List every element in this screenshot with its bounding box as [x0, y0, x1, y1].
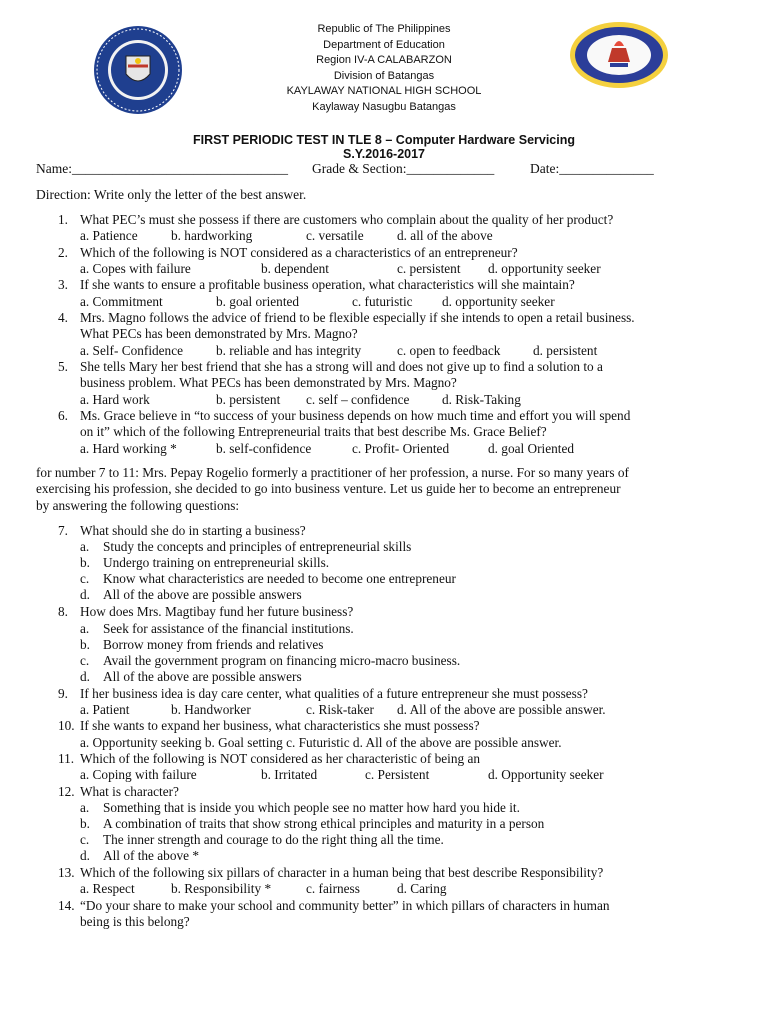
option: Seek for assistance of the financial institutions. — [103, 621, 354, 636]
option: c. persistent — [397, 261, 461, 276]
option: b. reliable and has integrity — [216, 343, 362, 358]
question-text-cont: business problem. What PECs has been demonstrated by Mrs. Magno? — [80, 375, 457, 390]
option: d. Caring — [397, 881, 447, 896]
option: d. All of the above are possible answer. — [397, 702, 606, 717]
option: a. Coping with failure — [80, 767, 197, 782]
question-text: What is character? — [80, 784, 179, 799]
option: All of the above are possible answers — [103, 587, 302, 602]
option-letter: d. — [80, 848, 90, 863]
question-text: If she wants to expand her business, what characteristics she must possess? — [80, 718, 480, 733]
question-2 — [58, 245, 518, 261]
header-line-school: KAYLAWAY NATIONAL HIGH SCHOOL — [286, 85, 482, 98]
question-12 — [58, 784, 179, 800]
question-number: 2. — [58, 245, 68, 260]
option: a. Respect — [80, 881, 135, 896]
question-10 — [58, 718, 480, 734]
option-letter: c. — [80, 832, 90, 847]
school-header — [0, 22, 768, 116]
option: b. Responsibility * — [171, 881, 272, 896]
question-text: If her business idea is day care center, what qualities of a future entrepreneur she must possess? — [80, 686, 588, 701]
option-letter: c. — [80, 653, 90, 668]
school-year: S.Y.2016-2017 — [342, 147, 425, 161]
option: d. Risk-Taking — [442, 392, 521, 407]
option: c. Profit- Oriented — [352, 441, 450, 456]
option: d. goal Oriented — [488, 441, 575, 456]
option: All of the above * — [103, 848, 200, 863]
question-text: How does Mrs. Magtibay fund her future business? — [80, 604, 354, 619]
question-6 — [58, 408, 630, 424]
direction-text: Direction: Write only the letter of the best answer. — [36, 187, 307, 202]
option-letter: a. — [80, 800, 90, 815]
option-letter: b. — [80, 637, 90, 652]
question-text: She tells Mary her best friend that she has a strong will and does not give up to find a solution to a — [80, 359, 603, 374]
question-number: 13. — [58, 865, 75, 880]
option: Study the concepts and principles of entrepreneurial skills — [103, 539, 412, 554]
option: All of the above are possible answers — [103, 669, 302, 684]
question-number: 1. — [58, 212, 68, 227]
option-letter: a. — [80, 539, 90, 554]
question-text: Which of the following six pillars of character in a human being that best describe Responsibility? — [80, 865, 604, 880]
grade-section-field[interactable]: Grade & Section:_____________ — [312, 161, 495, 176]
option: a. Patient — [80, 702, 130, 717]
question-number: 8. — [58, 604, 68, 619]
option: d. opportunity seeker — [488, 261, 601, 276]
question-text: Mrs. Magno follows the advice of friend to be flexible especially if she intends to open a retail business. — [80, 310, 635, 325]
option: c. Persistent — [365, 767, 430, 782]
question-number: 3. — [58, 277, 68, 292]
header-line-republic: Republic of The Philippines — [317, 23, 451, 35]
question-text: What PEC’s must she possess if there are customers who complain about the quality of her product? — [80, 212, 614, 227]
question-7 — [58, 523, 306, 539]
test-title — [0, 133, 768, 161]
option: d. all of the above — [397, 228, 493, 243]
question-14 — [58, 898, 610, 914]
question-11 — [58, 751, 480, 767]
option: a. Patience — [80, 228, 138, 243]
question-13 — [58, 865, 603, 881]
option: a. Hard working * — [80, 441, 177, 456]
question-text: Which of the following is NOT considered as her characteristic of being an — [80, 751, 481, 766]
option: A combination of traits that show strong ethical principles and maturity in a person — [103, 816, 545, 831]
option: a. Copes with failure — [80, 261, 191, 276]
option: Borrow money from friends and relatives — [103, 637, 324, 652]
option: c. versatile — [306, 228, 364, 243]
question-1 — [58, 212, 613, 228]
question-number: 9. — [58, 686, 68, 701]
header-line-division: Division of Batangas — [333, 69, 435, 82]
question-number: 14. — [58, 898, 75, 913]
scenario-paragraph — [36, 465, 736, 514]
option: b. Handworker — [171, 702, 251, 717]
option: c. open to feedback — [397, 343, 501, 358]
paragraph-line: for number 7 to 11: Mrs. Pepay Rogelio formerly a practitioner of her profession, a nurse. For so many years of — [36, 465, 629, 480]
option: a. Opportunity seeking b. Goal setting c. Futuristic d. All of the above are possible answer. — [80, 735, 562, 750]
question-number: 11. — [58, 751, 75, 766]
option: a. Commitment — [80, 294, 163, 309]
question-9 — [58, 686, 588, 702]
option-letter: c. — [80, 571, 90, 586]
test-title-line: FIRST PERIODIC TEST IN TLE 8 – Computer Hardware Servicing — [192, 133, 576, 147]
option: a. Hard work — [80, 392, 150, 407]
option: b. Irritated — [261, 767, 318, 782]
date-field[interactable]: Date:______________ — [530, 161, 654, 176]
question-number: 12. — [58, 784, 75, 799]
name-field[interactable]: Name:________________________________ — [36, 161, 288, 176]
question-number: 6. — [58, 408, 68, 423]
option: c. futuristic — [352, 294, 413, 309]
option: c. Risk-taker — [306, 702, 374, 717]
question-number: 4. — [58, 310, 68, 325]
question-text: Ms. Grace believe in “to success of your business depends on how much time and effort you will spend — [80, 408, 631, 423]
question-number: 7. — [58, 523, 68, 538]
option: d. persistent — [533, 343, 598, 358]
question-number: 5. — [58, 359, 68, 374]
option: b. persistent — [216, 392, 281, 407]
option: b. hardworking — [171, 228, 253, 243]
question-text: If she wants to ensure a profitable business operation, what characteristics will she maintain? — [80, 277, 575, 292]
header-line-address: Kaylaway Nasugbu Batangas — [312, 100, 456, 113]
question-8 — [58, 604, 353, 620]
question-text: Which of the following is NOT considered as a characteristics of an entrepreneur? — [80, 245, 518, 260]
option: Undergo training on entrepreneurial skills. — [103, 555, 330, 570]
option-letter: d. — [80, 669, 90, 684]
option: d. Opportunity seeker — [488, 767, 604, 782]
option: c. self – confidence — [306, 392, 410, 407]
question-text: What should she do in starting a business? — [80, 523, 306, 538]
option: a. Self- Confidence — [80, 343, 184, 358]
option: The inner strength and courage to do the right thing all the time. — [103, 832, 444, 847]
option: Know what characteristics are needed to become one entrepreneur — [103, 571, 456, 586]
question-4 — [58, 310, 635, 326]
question-text: “Do your share to make your school and community better” in which pillars of characters in human — [80, 898, 610, 913]
question-text-cont: on it” which of the following Entrepreneurial traits that best describe Ms. Grace Belief? — [80, 424, 547, 439]
option-letter: d. — [80, 587, 90, 602]
option: Something that is inside you which people see no matter how hard you hide it. — [103, 800, 520, 815]
header-line-region: Region IV-A CALABARZON — [316, 54, 452, 67]
option-letter: a. — [80, 621, 90, 636]
option: b. self-confidence — [216, 441, 312, 456]
option: Avail the government program on financing micro-macro business. — [103, 653, 461, 668]
question-3 — [58, 277, 575, 293]
question-number: 10. — [58, 718, 75, 733]
option-letter: b. — [80, 816, 90, 831]
header-line-department: Department of Education — [323, 38, 445, 51]
option: b. goal oriented — [216, 294, 300, 309]
option: b. dependent — [261, 261, 329, 276]
paragraph-line: by answering the following questions: — [36, 497, 240, 513]
option-letter: b. — [80, 555, 90, 570]
question-text-cont: What PECs has been demonstrated by Mrs. Magno? — [80, 326, 358, 341]
paragraph-line: exercising his profession, she decided to go into business venture. Let us guide her to become an entrepreneur — [36, 481, 621, 497]
option: d. opportunity seeker — [442, 294, 555, 309]
question-text-cont: being is this belong? — [80, 914, 190, 929]
option: c. fairness — [306, 881, 360, 896]
question-5 — [58, 359, 603, 375]
